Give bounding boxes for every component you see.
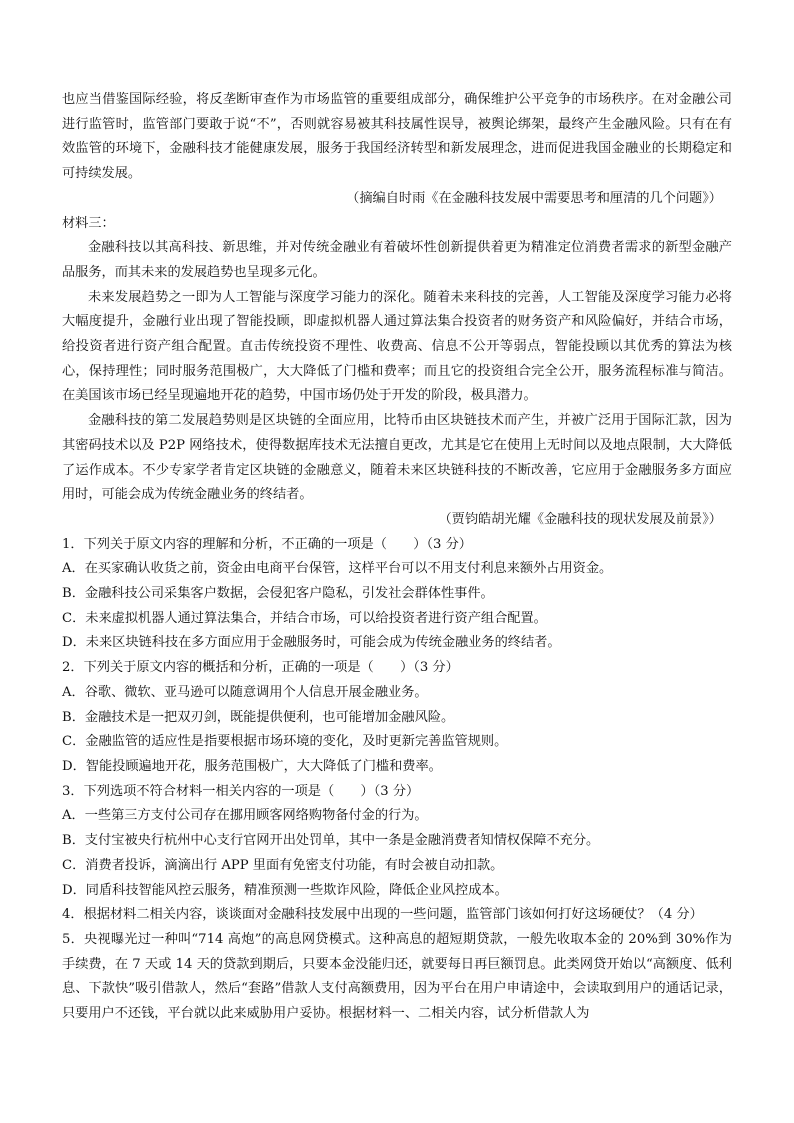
material3-heading: 材料三： xyxy=(62,215,115,231)
material3-paragraph-1: 金融科技以其高科技、新思维，并对传统金融业有着破坏性创新提供着更为精准定位消费者需求的新型金融产品服务，而其未来的发展趋势也呈现多元化。 xyxy=(62,240,732,280)
question-1-option-b: B．金融科技公司采集客户数据，会侵犯客户隐私，引发社会群体性事件。 xyxy=(62,586,494,602)
question-2-option-d: D．智能投顾遍地开花，服务范围极广，大大降低了门槛和费率。 xyxy=(62,758,442,774)
question-5: 5．央视曝光过一种叫“714 高炮”的高息网贷模式。这种高息的超短期贷款，一般先收取本金的 20%到 30%作为手续费，在 7 天或 14 天的贷款到期后，只要本金没能归还，就要每日再巨额罚息。此类网贷开始以“高额度、低利息、下款快”吸引借款人，然后“套路”借款人支付高额费用，因为平台在用户申请途中，会读取到用户的通话记录，只要用户不还钱，平台就以此来威胁用户妥协。根据材料一、二相关内容，试分析借款人为 xyxy=(62,931,732,1022)
material2-source: （摘编自时雨《在金融科技发展中需要思考和厘清的几个问题》） xyxy=(346,190,722,206)
question-2-option-c: C．金融监管的适应性是指要根据市场环境的变化，及时更新完善监管规则。 xyxy=(62,734,508,750)
question-3-option-a: A．一些第三方支付公司存在挪用顾客网络购物备付金的行为。 xyxy=(62,808,428,824)
material3-paragraph-2: 未来发展趋势之一即为人工智能与深度学习能力的深化。随着未来科技的完善，人工智能及深度学习能力必将大幅度提升，金融行业出现了智能投顾，即虚拟机器人通过算法集合投资者的财务资产和风险偏好，并结合市场，给投资者进行资产组合配置。直击传统投资不理性、收费高、信息不公开等弱点，智能投顾以其优秀的算法为核心，保持理性；同时服务范围极广，大大降低了门槛和费率；而且它的投资组合完全公开，服务流程标准与简洁。在美国该市场已经呈现遍地开花的趋势，中国市场仍处于开发的阶段，极具潜力。 xyxy=(62,289,732,404)
question-1-option-a: A．在买家确认收货之前，资金由电商平台保管，这样平台可以不用支付利息来额外占用资金。 xyxy=(62,561,613,577)
question-3-option-b: B．支付宝被央行杭州中心支行官网开出处罚单，其中一条是金融消费者知情权保障不充分。 xyxy=(62,833,600,849)
question-1-option-c: C．未来虚拟机器人通过算法集合，并结合市场，可以给投资者进行资产组合配置。 xyxy=(62,610,547,626)
question-1-stem: 1．下列关于原文内容的理解和分析，不正确的一项是（ ）（3 分） xyxy=(62,536,472,552)
material3-source: （贾钧皓胡光耀《金融科技的现状发展及前景》） xyxy=(438,511,722,527)
question-3-option-c: C．消费者投诉，滴滴出行 APP 里面有免密支付功能，有时会被自动扣款。 xyxy=(62,857,504,873)
question-1-option-d: D．未来区块链科技在多方面应用于金融服务时，可能会成为传统金融业务的终结者。 xyxy=(62,635,561,651)
question-4: 4．根据材料二相关内容，谈谈面对金融科技发展中出现的一些问题，监管部门该如何打好这场硬仗？（4 分） xyxy=(62,907,703,923)
question-3-stem: 3．下列选项不符合材料一相关内容的一项是（ ）（3 分） xyxy=(62,783,420,799)
question-3-option-d: D．同盾科技智能风控云服务，精准预测一些欺诈风险，降低企业风控成本。 xyxy=(62,882,508,898)
question-2-option-b: B．金融技术是一把双刃剑，既能提供便利，也可能增加金融风险。 xyxy=(62,709,455,725)
exam-page xyxy=(62,88,732,1027)
material3-paragraph-3: 金融科技的第二发展趋势则是区块链的全面应用，比特币由区块链技术而产生，并被广泛用于国际汇款，因为其密码技术以及 P2P 网络技术，使得数据库技术无法擅自更改，尤其是它在使用上无时间以及地点限制，大大降低了运作成本。不少专家学者肯定区块链的金融意义，随着未来区块链科技的不断改善，它应用于金融服务多方面应用时，可能会成为传统金融业务的终结者。 xyxy=(62,413,732,503)
question-2-option-a: A．谷歌、微软、亚马逊可以随意调用个人信息开展金融业务。 xyxy=(62,684,428,700)
material2-final-paragraph: 也应当借鉴国际经验，将反垄断审查作为市场监管的重要组成部分，确保维护公平竞争的市场秩序。在对金融公司进行监管时，监管部门要敢于说“不”，否则就容易被其科技属性误导，被舆论绑架，最终产生金融风险。只有在有效监管的环境下，金融科技才能健康发展，服务于我国经济转型和新发展理念，进而促进我国金融业的长期稳定和可持续发展。 xyxy=(62,92,732,182)
question-2-stem: 2．下列关于原文内容的概括和分析，正确的一项是（ ）（3 分） xyxy=(62,660,459,676)
